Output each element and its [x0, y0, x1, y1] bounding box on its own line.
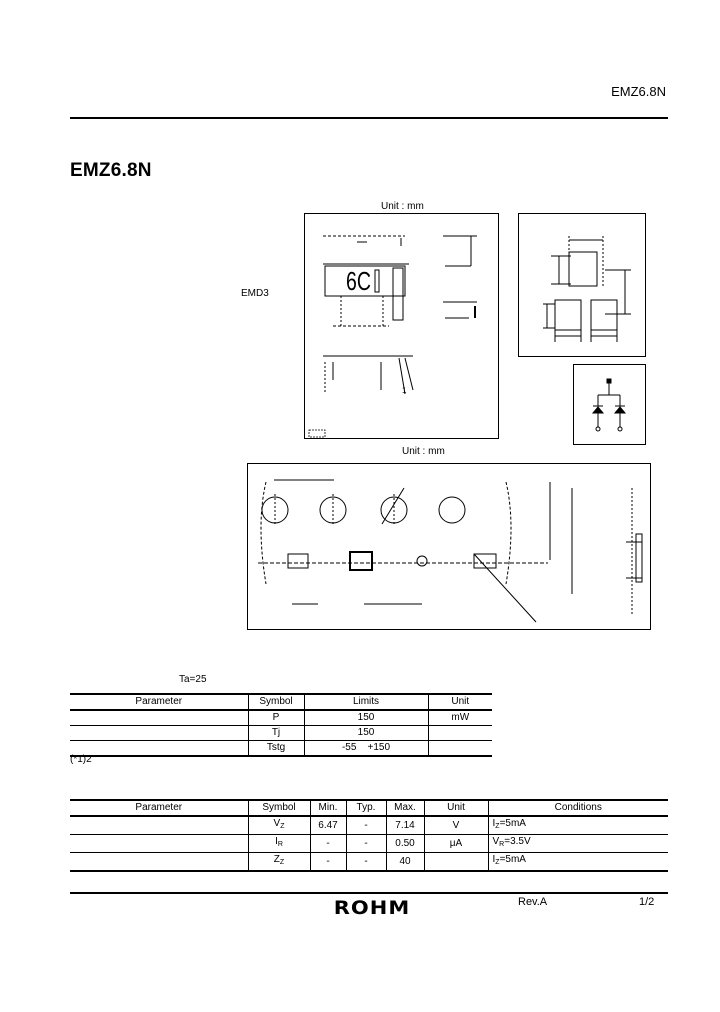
electrical-min: - [310, 835, 346, 853]
electrical-typ: - [346, 853, 386, 872]
electrical-parameter [70, 853, 248, 872]
taping-figure [247, 463, 651, 630]
abs-max-condition: Ta=25 [179, 674, 207, 685]
abs-max-limit: 150 [304, 710, 428, 726]
symbol-subscript: Z [279, 859, 285, 866]
table-row [70, 835, 668, 853]
symbol-main: I [275, 836, 278, 847]
abs-max-unit: mW [428, 710, 492, 726]
abs-max-symbol: Tj [248, 726, 304, 741]
symbol-subscript: R [277, 841, 283, 848]
footer-rule [70, 892, 668, 894]
symbol-main: V [273, 818, 281, 829]
condition-subscript: Z [495, 859, 500, 866]
electrical-header-typ: Typ. [346, 800, 386, 816]
electrical-condition [488, 853, 668, 872]
electrical-min: 6.47 [310, 816, 346, 835]
abs-max-parameter [70, 726, 248, 741]
land-pattern-drawing [519, 214, 645, 356]
pin-1-label: 1 [402, 386, 407, 395]
condition-main: V [492, 836, 500, 847]
electrical-symbol [248, 835, 310, 853]
electrical-unit: V [424, 816, 488, 835]
abs-max-header-limits: Limits [304, 694, 428, 710]
header-rule [70, 117, 668, 119]
electrical-symbol [248, 816, 310, 835]
condition-main: I [492, 818, 496, 829]
abs-max-header-row [70, 694, 492, 710]
abs-max-header-parameter: Parameter [70, 694, 248, 710]
electrical-typ: - [346, 816, 386, 835]
condition-subscript: Z [495, 823, 500, 830]
abs-max-parameter [70, 741, 248, 757]
electrical-unit [424, 853, 488, 872]
abs-max-header-symbol: Symbol [248, 694, 304, 710]
electrical-condition [488, 816, 668, 835]
electrical-header-symbol: Symbol [248, 800, 310, 816]
table-row [70, 853, 668, 872]
unit-label-top: Unit : mm [381, 201, 424, 212]
condition-value: =3.5V [504, 836, 531, 847]
electrical-parameter [70, 835, 248, 853]
equivalent-circuit-drawing [574, 365, 645, 444]
electrical-max: 0.50 [386, 835, 424, 853]
package-name-label: EMD3 [241, 288, 269, 299]
package-outline-figure [304, 213, 499, 439]
electrical-header-unit: Unit [424, 800, 488, 816]
package-outline-drawing [305, 214, 498, 438]
electrical-parameter [70, 816, 248, 835]
table-row [70, 710, 492, 726]
electrical-characteristics-table [70, 799, 668, 872]
abs-max-limit: -55 +150 [304, 741, 428, 757]
abs-max-note: (*1)2 [70, 754, 92, 765]
condition-value: =5mA [499, 854, 526, 865]
abs-max-parameter [70, 710, 248, 726]
electrical-header-conditions: Conditions [488, 800, 668, 816]
abs-max-symbol: Tstg [248, 741, 304, 757]
abs-max-table [70, 693, 492, 757]
abs-max-unit [428, 726, 492, 741]
header-part-number: EMZ6.8N [611, 84, 666, 99]
rohm-logo-mark [331, 898, 413, 918]
taping-drawing [248, 464, 650, 629]
electrical-max: 40 [386, 853, 424, 872]
rohm-logo [331, 898, 413, 923]
abs-max-symbol: P [248, 710, 304, 726]
table-row [70, 816, 668, 835]
electrical-unit: μA [424, 835, 488, 853]
symbol-subscript: Z [280, 823, 285, 830]
condition-value: =5mA [499, 818, 526, 829]
electrical-header-row [70, 800, 668, 816]
electrical-condition [488, 835, 668, 853]
unit-label-bottom: Unit : mm [402, 446, 445, 457]
abs-max-header-unit: Unit [428, 694, 492, 710]
svg-text:ROHM: ROHM [333, 898, 411, 918]
symbol-main: Z [273, 854, 280, 865]
condition-main: I [492, 854, 496, 865]
electrical-symbol [248, 853, 310, 872]
electrical-max: 7.14 [386, 816, 424, 835]
package-marking: 6C [346, 266, 371, 296]
table-row [70, 726, 492, 741]
electrical-header-max: Max. [386, 800, 424, 816]
abs-max-limit: 150 [304, 726, 428, 741]
condition-subscript: R [499, 841, 505, 848]
page-title: EMZ6.8N [70, 160, 152, 181]
abs-max-unit [428, 741, 492, 757]
equivalent-circuit-figure [573, 364, 646, 445]
electrical-header-min: Min. [310, 800, 346, 816]
revision-label: Rev.A [518, 896, 548, 908]
electrical-header-parameter: Parameter [70, 800, 248, 816]
electrical-min: - [310, 853, 346, 872]
page-number: 1/2 [639, 896, 655, 908]
electrical-typ: - [346, 835, 386, 853]
table-row [70, 741, 492, 757]
land-pattern-figure [518, 213, 646, 357]
